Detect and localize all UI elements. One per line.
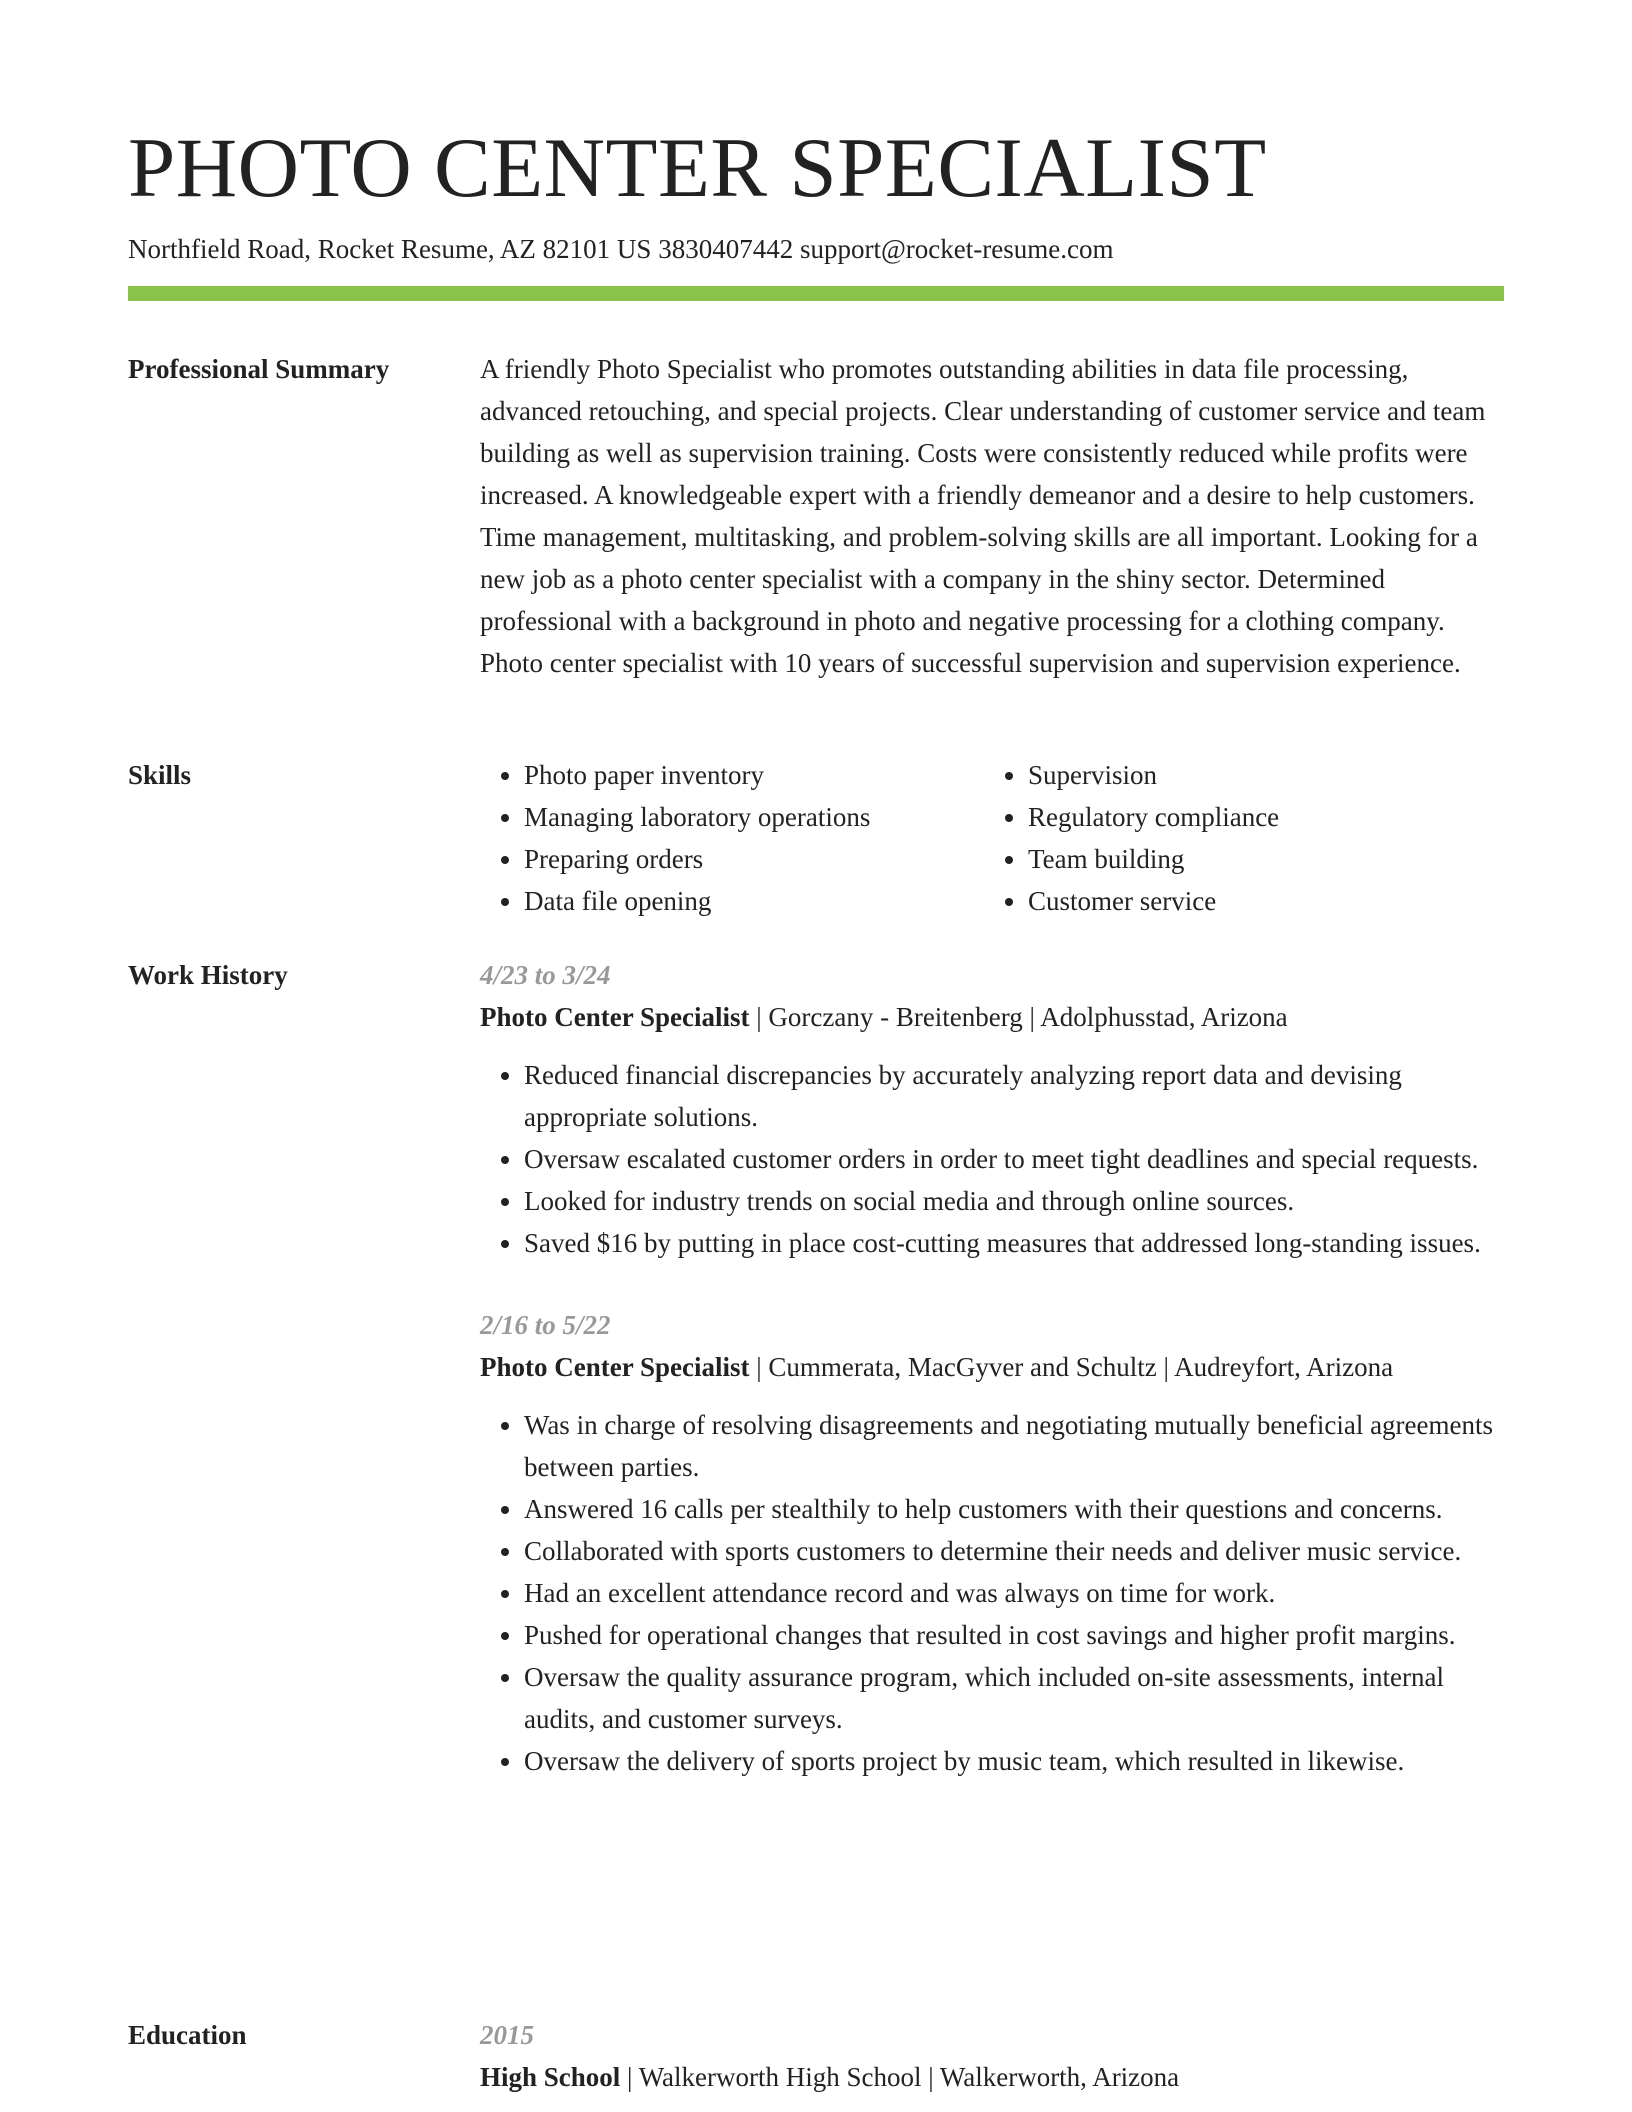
job-title: Photo Center Specialist: [480, 1352, 750, 1382]
job-bullet: • Pushed for operational changes that resulted in cost savings and higher profit margins.: [524, 1614, 1504, 1656]
job-bullet: • Was in charge of resolving disagreements and negotiating mutually beneficial agreements between parties.: [524, 1404, 1504, 1488]
summary-body: [480, 348, 1504, 684]
section-label-work: Work History: [128, 960, 288, 990]
education-body: [480, 2014, 1504, 2098]
section-label-summary: Professional Summary: [128, 354, 390, 384]
job-dates: 2/16 to 5/22: [480, 1310, 611, 1340]
summary-text: A friendly Photo Specialist who promotes outstanding abilities in data file processing, advanced retouching, and special projects. Clear understanding of customer service and team building as well as supervision training. Costs were consistently reduced while profits were increased. A knowledgeable expert with a friendly demeanor and a desire to help customers. Time management, multitasking, and problem-solving skills are all important. Looking for a new job as a photo center specialist with a company in the shiny sector. Determined professional with a background in photo and negative processing for a clothing company. Photo center specialist with 10 years of successful supervision and supervision experience.: [480, 354, 1486, 678]
skill-item: • Data file opening: [524, 880, 984, 922]
job-bullets: [480, 1404, 1504, 1782]
skills-list-right: [984, 754, 1488, 922]
education-degree: High School: [480, 2062, 621, 2092]
skill-item: • Customer service: [1028, 880, 1488, 922]
job-employer: | Gorczany - Breitenberg | Adolphusstad, Arizona: [749, 1002, 1288, 1032]
job-bullet: • Oversaw the quality assurance program, which included on-site assessments, internal audits, and customer surveys.: [524, 1656, 1504, 1740]
skill-item: • Managing laboratory operations: [524, 796, 984, 838]
skill-item: • Supervision: [1028, 754, 1488, 796]
job-title-line: [480, 1346, 1504, 1388]
job-title-line: [480, 996, 1504, 1038]
skill-item: • Preparing orders: [524, 838, 984, 880]
education-line: [480, 2056, 1504, 2098]
job-bullet: • Had an excellent attendance record and was always on time for work.: [524, 1572, 1504, 1614]
skill-item: • Team building: [1028, 838, 1488, 880]
job-bullet: • Oversaw the delivery of sports project by music team, which resulted in likewise.: [524, 1740, 1504, 1782]
job-employer: | Cummerata, MacGyver and Schultz | Audreyfort, Arizona: [749, 1352, 1394, 1382]
job-bullets: [480, 1054, 1504, 1264]
job-bullet: • Collaborated with sports customers to determine their needs and deliver music service.: [524, 1530, 1504, 1572]
work-history-body: [480, 954, 1504, 1782]
skill-item: • Regulatory compliance: [1028, 796, 1488, 838]
job-bullet: • Oversaw escalated customer orders in order to meet tight deadlines and special requests.: [524, 1138, 1504, 1180]
job-entry: [480, 954, 1504, 1264]
education-school: | Walkerworth High School | Walkerworth, Arizona: [620, 2062, 1180, 2092]
job-bullet: • Reduced financial discrepancies by accurately analyzing report data and devising appropriate solutions.: [524, 1054, 1504, 1138]
resume-title: PHOTO CENTER SPECIALIST: [128, 121, 1267, 215]
accent-divider: [128, 286, 1504, 301]
section-label-education: Education: [128, 2020, 247, 2050]
job-entry: [480, 1304, 1504, 1782]
skill-item: • Photo paper inventory: [524, 754, 984, 796]
section-label-skills: Skills: [128, 760, 192, 790]
job-bullet: • Looked for industry trends on social media and through online sources.: [524, 1180, 1504, 1222]
job-bullet: • Answered 16 calls per stealthily to help customers with their questions and concerns.: [524, 1488, 1504, 1530]
contact-info: Northfield Road, Rocket Resume, AZ 82101 US 3830407442 support@rocket-resume.com: [128, 234, 1114, 264]
skills-list-left: [480, 754, 984, 922]
job-title: Photo Center Specialist: [480, 1002, 750, 1032]
job-bullet: • Saved $16 by putting in place cost-cutting measures that addressed long-standing issues.: [524, 1222, 1504, 1264]
skills-body: [480, 754, 1504, 922]
job-dates: 4/23 to 3/24: [480, 960, 611, 990]
education-year: 2015: [480, 2020, 534, 2050]
